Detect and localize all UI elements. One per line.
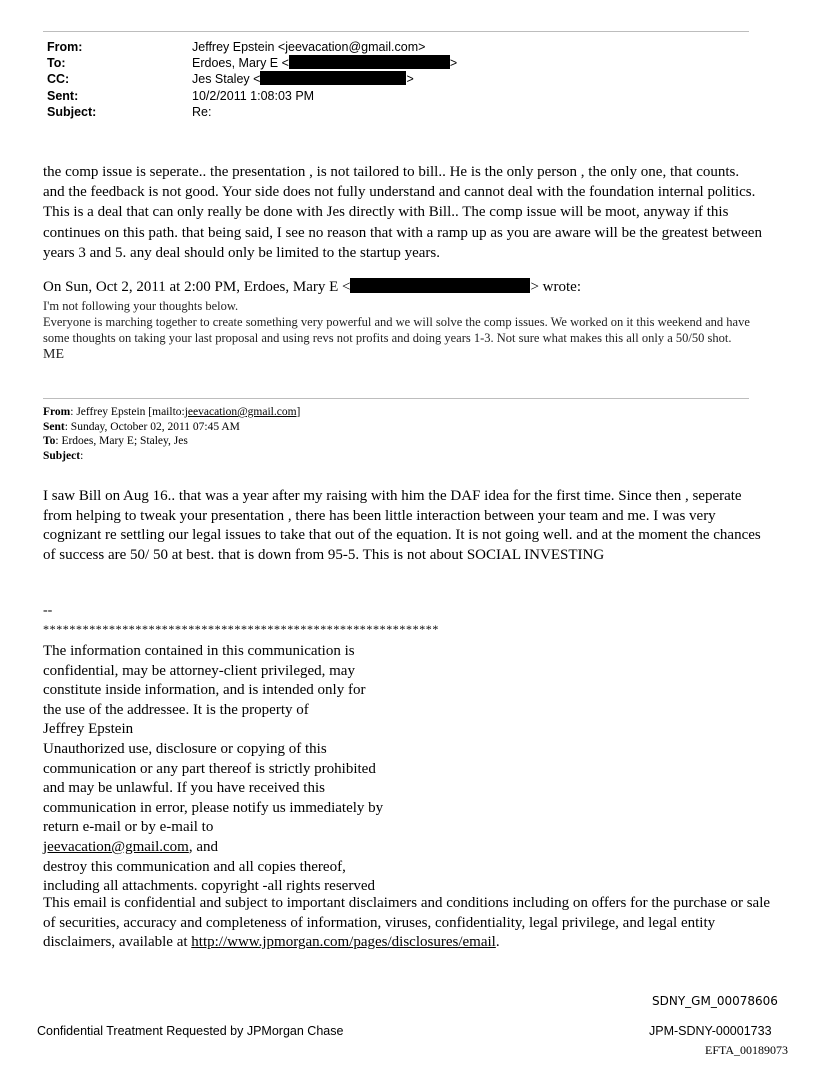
disclaimer-end: . <box>495 934 500 951</box>
notice-line: the use of the addressee. It is the property of <box>43 701 309 718</box>
fwd-subject-value: : <box>80 449 84 462</box>
notice-email-link[interactable]: jeevacation@gmail.com <box>43 838 189 855</box>
signature-dash: -- <box>43 603 53 618</box>
notice-line: Jeffrey Epstein <box>43 721 134 738</box>
top-divider <box>43 31 749 32</box>
notice-line: and may be unlawful. If you have received this <box>43 780 325 797</box>
forwarded-header <box>43 405 300 463</box>
bates-number-sdny-gm: SDNY_GM_00078606 <box>652 994 778 1008</box>
forward-divider <box>43 398 749 399</box>
to-name: Erdoes, Mary E < <box>192 56 289 70</box>
subject-label: Subject: <box>47 105 97 119</box>
disclaimer-text: This email is confidential and subject to important disclaimers and conditions including on offers for the purchase or sale of securities, accuracy and completeness of information, viruses, confidentiality, legal privilege, and legal entity disclaimers, available at <box>43 895 771 951</box>
quoted-intro <box>43 278 581 296</box>
notice-line: communication or any part thereof is strictly prohibited <box>43 760 376 777</box>
confidentiality-notice <box>43 642 423 897</box>
quoted-line: I'm not following your thoughts below. <box>43 299 239 313</box>
fwd-to-label: To <box>43 435 56 447</box>
fwd-from-end: ] <box>296 406 301 418</box>
quoted-intro-before: On Sun, Oct 2, 2011 at 2:00 PM, Erdoes, Mary E < <box>43 279 351 295</box>
to-value <box>192 55 457 72</box>
quoted-intro-after: > wrote: <box>530 279 581 295</box>
from-value: Jeffrey Epstein <jeevacation@gmail.com> <box>192 40 426 54</box>
fwd-from-line <box>43 405 300 420</box>
cc-value <box>192 71 414 88</box>
fwd-subject-line <box>43 449 300 464</box>
cc-label: CC: <box>47 72 70 86</box>
notice-line-after: , and <box>188 838 219 855</box>
redaction-block <box>260 71 406 85</box>
fwd-sent-line <box>43 420 300 435</box>
fwd-subject-label: Subject <box>43 449 81 462</box>
notice-line <box>43 818 423 857</box>
from-label: From: <box>47 40 83 54</box>
sent-value: 10/2/2011 1:08:03 PM <box>192 89 315 103</box>
redaction-block <box>350 278 530 293</box>
notice-line: The information contained in this communication is <box>43 643 355 659</box>
fwd-email-link[interactable]: jeevacation@gmail.com <box>184 406 297 418</box>
to-label: To: <box>47 56 66 70</box>
quoted-message <box>43 298 763 363</box>
bates-number-efta: EFTA_00189073 <box>705 1043 789 1057</box>
redaction-block <box>289 55 450 69</box>
signature-stars: ************************************************************ <box>43 622 439 636</box>
legal-disclaimer <box>43 894 773 953</box>
fwd-to-value: : Erdoes, Mary E; Staley, Jes <box>55 435 188 447</box>
fwd-to-line <box>43 434 300 449</box>
notice-line: confidential, may be attorney-client privileged, may <box>43 662 355 679</box>
fwd-from-label: From <box>43 406 71 418</box>
fwd-from-value: : Jeffrey Epstein [mailto: <box>70 406 185 418</box>
notice-line-before: return e-mail or by e-mail to <box>43 819 214 836</box>
notice-line: destroy this communication and all copies thereof, <box>43 858 346 875</box>
to-end: > <box>449 56 458 70</box>
fwd-sent-label: Sent <box>43 420 65 433</box>
notice-line: including all attachments. copyright -all rights reserved <box>43 878 375 895</box>
quoted-signature: ME <box>43 346 64 362</box>
sent-label: Sent: <box>47 89 79 103</box>
notice-line: Unauthorized use, disclosure or copying of this <box>43 740 327 757</box>
cc-end: > <box>406 72 414 86</box>
reply-body: the comp issue is seperate.. the presentation , is not tailored to bill.. He is the only person , the only one, that counts. and the feedback is not good. Your side does not fully understand and cannot deal with the foundation internal politics. This is a deal that can only really be done with Jes directly with Bill.. The comp issue will be moot, anyway if this continues on this path. that being said, I see no reason that with a ramp up as you are aware will be the greatest between years 3 and 5. any deal should only be limited to the startup years. <box>43 164 762 261</box>
fwd-sent-value: : Sunday, October 02, 2011 07:45 AM <box>64 420 240 433</box>
quoted-line: Everyone is marching together to create something very powerful and we will solve the comp issues. We worked on it this weekend and have some thoughts on taking your last proposal and using revs not profits and doing years 1-3. Not sure what makes this all only a 50/50 shot. <box>43 315 750 346</box>
notice-line: communication in error, please notify us immediately by <box>43 799 384 816</box>
bates-number-jpm: JPM-SDNY-00001733 <box>649 1024 772 1038</box>
subject-value: Re: <box>192 105 212 119</box>
disclaimer-link[interactable]: http://www.jpmorgan.com/pages/disclosures/email <box>191 934 496 951</box>
original-message: I saw Bill on Aug 16.. that was a year after my raising with him the DAF idea for the first time. Since then , seperate from helping to tweak your presentation , there has been little interaction between your team and me. I was very cognizant re settling our legal issues to take that out of the equation. It is not going well. and at the moment the chances of success are 50/ 50 at best. that is down from 95-5. This is not about SOCIAL INVESTING <box>43 488 761 563</box>
notice-line: constitute inside information, and is intended only for <box>43 682 366 699</box>
confidential-treatment-footer: Confidential Treatment Requested by JPMorgan Chase <box>37 1024 344 1038</box>
cc-name: Jes Staley < <box>192 72 261 86</box>
